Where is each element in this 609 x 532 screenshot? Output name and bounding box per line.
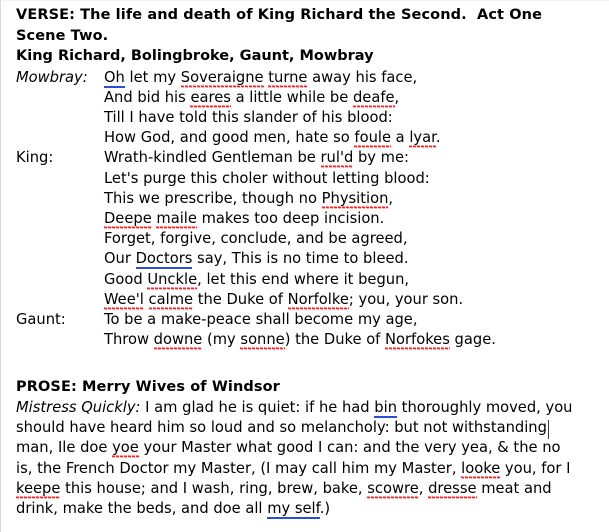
spelling-squiggle[interactable]: deafe — [352, 88, 395, 106]
text-caret — [548, 420, 549, 439]
verse-line — [16, 88, 609, 108]
spelling-squiggle[interactable]: lyar — [409, 129, 436, 147]
speaker-label-king: King: — [16, 149, 54, 167]
speaker-label-mowbray: Mowbray: — [16, 68, 88, 86]
verse-line — [16, 310, 609, 330]
verse-text: Our Doctors say, This is no time to bleed. — [104, 250, 409, 268]
verse-line — [16, 169, 609, 189]
verse-line — [16, 148, 609, 168]
verse-text: And bid his eares a little while be deafe, — [104, 88, 400, 106]
verse-text: To be a make-peace shall become my age, — [104, 310, 418, 328]
spelling-squiggle[interactable]: calme — [148, 290, 194, 308]
spelling-squiggle[interactable]: sonne — [240, 331, 285, 349]
spelling-squiggle[interactable]: Deepe — [104, 209, 152, 227]
spelling-squiggle[interactable]: downe — [153, 331, 203, 349]
spelling-squiggle[interactable]: scowre — [367, 480, 419, 498]
verse-cast-list: King Richard, Bolingbroke, Gaunt, Mowbray — [16, 48, 374, 64]
verse-line — [16, 108, 609, 128]
speaker-label-gaunt: Gaunt: — [16, 310, 66, 328]
spelling-squiggle[interactable]: Soveraigne — [180, 68, 264, 86]
verse-line — [16, 128, 609, 148]
spelling-squiggle[interactable]: maile — [156, 209, 197, 227]
verse-text: Till I have told this slander of his blood: — [104, 108, 393, 126]
spelling-squiggle[interactable]: dresse — [428, 480, 477, 498]
verse-line — [16, 229, 609, 249]
spelling-squiggle[interactable]: keepe — [16, 480, 61, 498]
verse-text: Wrath-kindled Gentleman be rul'd by me: — [104, 149, 409, 167]
spelling-squiggle[interactable]: turne — [268, 68, 308, 86]
grammar-underline[interactable]: my self — [267, 500, 320, 518]
verse-heading: VERSE: The life and death of King Richard the Second. Act One Scene Two. — [16, 7, 548, 44]
grammar-underline[interactable]: bin — [374, 398, 398, 416]
grammar-underline[interactable]: Oh — [104, 68, 125, 86]
spelling-squiggle[interactable]: eares — [190, 88, 231, 106]
verse-text: Wee'l calme the Duke of Norfolke; you, your son. — [104, 290, 464, 308]
spelling-squiggle[interactable]: yoe — [112, 439, 139, 457]
verse-speeches — [16, 68, 609, 351]
verse-text: Deepe maile makes too deep incision. — [104, 209, 385, 227]
section-spacer — [16, 370, 609, 377]
prose-heading: PROSE: Merry Wives of Windsor — [16, 379, 280, 396]
spelling-squiggle[interactable]: foule — [354, 129, 391, 147]
prose-text: I am glad he is quiet: if he had bin thoroughly moved, you should have heard him so loud and so melancholy: but not withstanding man, Ile doe yoe your Master what good I can: and the very yea, & the no is, the French Doctor my Master, (I may call him my Master, looke you, for I keepe this house; and I wash, ring, brew, bake, scowre, dresse meat and drink, make the beds, and doe all my self.) — [16, 398, 573, 518]
spelling-squiggle[interactable]: looke — [461, 459, 501, 477]
verse-text: Throw downe (my sonne) the Duke of Norfokes gage. — [104, 331, 496, 349]
prose-paragraph — [16, 398, 576, 520]
spelling-squiggle[interactable]: Norfokes — [385, 331, 450, 349]
spelling-squiggle[interactable]: Unckle — [147, 270, 198, 288]
verse-line — [16, 290, 609, 310]
verse-text: This we prescribe, though no Physition, — [104, 189, 394, 207]
verse-line — [16, 209, 609, 229]
speaker-label-mistress-quickly: Mistress Quickly: — [16, 398, 141, 416]
spelling-squiggle[interactable]: rul'd — [320, 149, 354, 167]
spelling-squiggle[interactable]: Wee'l — [104, 290, 144, 308]
section-spacer — [16, 350, 609, 370]
verse-line — [16, 189, 609, 209]
verse-line — [16, 330, 609, 350]
verse-text: Forget, forgive, conclude, and be agreed, — [104, 230, 408, 248]
grammar-underline[interactable]: Doctors — [135, 250, 193, 268]
verse-text: Oh let my Soveraigne turne away his face, — [104, 68, 418, 86]
verse-line — [16, 68, 609, 88]
verse-line — [16, 249, 609, 269]
verse-text: Let's purge this choler without letting blood: — [104, 169, 430, 187]
verse-text: Good Unckle, let this end where it begun, — [104, 270, 410, 288]
spelling-squiggle[interactable]: Norfolke — [287, 290, 349, 308]
verse-line — [16, 270, 609, 290]
spelling-squiggle[interactable]: Physition — [321, 189, 389, 207]
verse-text: How God, and good men, hate so foule a lyar. — [104, 129, 441, 147]
